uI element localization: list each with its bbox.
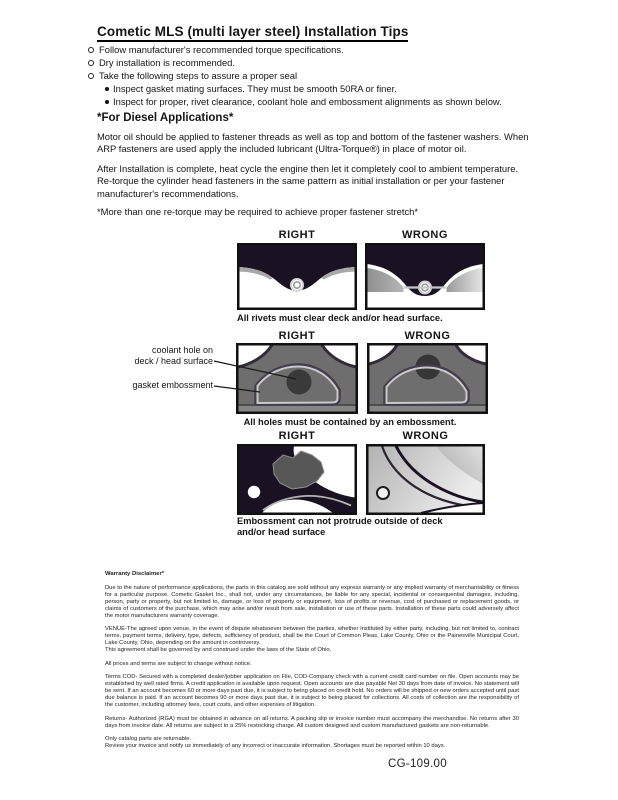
list-item bbox=[105, 82, 540, 95]
gasket-embossment-annotation: gasket embossment bbox=[132, 380, 213, 390]
tip-text: Inspect gasket mating surfaces. They must be smooth 50RA or finer. bbox=[113, 83, 397, 94]
open-bullet-icon bbox=[88, 73, 94, 79]
retorque-note: *More than one re-torque may be required to achieve proper fastener stretch* bbox=[97, 206, 419, 217]
legal-paragraph: VENUE-The agreed upon venue, in the event of dispute whatsoever between the parties, whether instituted by either party, including, but not limited to, contract terms, payment terms, delivery, type, defects, sufficiency of product, shall be the Court of Common Pleas, Lake County, Ohio or the Painesville Municipal Court, Lake County, Ohio, depending on the amount in controversy. bbox=[105, 626, 519, 646]
list-item bbox=[88, 43, 540, 56]
wrong-label: WRONG bbox=[402, 430, 449, 442]
list-item bbox=[105, 95, 540, 108]
row2-caption: All holes must be contained by an embossment. bbox=[243, 417, 457, 427]
diesel-paragraph-1: Motor oil should be applied to fastener threads as well as top and bottom of the fastener washers. When ARP fasteners are used apply the included lubricant (Ultra-Torque®) in place of motor oil. bbox=[97, 131, 529, 155]
tip-text: Take the following steps to assure a proper seal bbox=[99, 70, 298, 81]
diesel-paragraph-2: After Installation is complete, heat cycle the engine then let it completely cool to ambient temperature. Re-torque the cylinder head fasteners in the same pattern as initial installation or per your fastener manufacturer's recommendations. bbox=[97, 163, 519, 199]
list-item bbox=[88, 56, 540, 69]
tip-text: Follow manufacturer's recommended torque specifications. bbox=[99, 44, 344, 55]
page-code: CG-109.00 bbox=[388, 758, 447, 770]
rivet-clearance-wrong-diagram bbox=[365, 243, 485, 310]
legal-paragraph: Only catalog parts are returnable. bbox=[105, 736, 192, 742]
rivet-clearance-right-diagram bbox=[237, 243, 357, 310]
right-label: RIGHT bbox=[278, 430, 316, 442]
filled-bullet-icon bbox=[105, 87, 109, 91]
embossment-protrusion-wrong-diagram bbox=[366, 444, 485, 515]
page-title: Cometic MLS (multi layer steel) Installation Tips bbox=[97, 24, 408, 42]
tip-text: Inspect for proper, rivet clearance, coolant hole and embossment alignments as shown below. bbox=[113, 96, 502, 107]
right-label: RIGHT bbox=[278, 229, 316, 241]
legal-paragraph: Due to the nature of performance applications, the parts in this catalog are sold without any express warranty or any implied warranty of merchantability or fitness for a particular purpose. Cometic Gasket Inc., shall not, under any circumstances, be liable for any special, incidental or consequential damages, including, person, party or property, but not limited to, damage, or loss of property or equipment, loss of profits or revenue, cost of purchased or replacement goods, or claims of customers of the purchase, which may arise and/or result from sale, installation or use of these parts. Installation of these parts could adversely affect the motor manufacturers warranty coverage. bbox=[105, 584, 519, 619]
open-bullet-icon bbox=[88, 47, 94, 53]
tip-text: Dry installation is recommended. bbox=[99, 57, 235, 68]
legal-section bbox=[105, 571, 519, 757]
wrong-label: WRONG bbox=[404, 330, 451, 342]
diesel-heading: *For Diesel Applications* bbox=[97, 112, 234, 124]
filled-bullet-icon bbox=[105, 100, 109, 104]
legal-paragraph: Review your invoice and notify us immediately of any incorrect or inaccurate information. Shortages must be reported within 10 days. bbox=[105, 743, 446, 749]
row3-caption: Embossment can not protrude outside of deck and/or head surface bbox=[237, 516, 443, 537]
embossment-containment-wrong-diagram bbox=[367, 343, 488, 414]
installation-tips-list bbox=[88, 43, 540, 108]
legal-paragraph: All prices and terms are subject to change without notice. bbox=[105, 660, 252, 667]
legal-paragraph: This agreement shall be governed by and construed under the laws of the State of Ohio. bbox=[105, 647, 332, 653]
wrong-label: WRONG bbox=[402, 229, 448, 241]
legal-paragraph: Returns- Authorized (RGA) must be obtained in advance on all returns. A packing slip or invoice number must accompany the merchandise. No returns after 30 days from invoice date. All returns are subject to a 25% restocking charge. All custom designed and custom manufactured gaskets are non-returnable. bbox=[105, 715, 519, 729]
legal-heading: Warranty Disclaimer* bbox=[105, 571, 165, 577]
list-item bbox=[88, 69, 540, 82]
open-bullet-icon bbox=[88, 60, 94, 66]
embossment-containment-right-diagram bbox=[236, 343, 358, 414]
row1-caption: All rivets must clear deck and/or head surface. bbox=[237, 313, 443, 323]
coolant-hole-annotation: coolant hole on deck / head surface bbox=[134, 345, 213, 366]
right-label: RIGHT bbox=[278, 330, 316, 342]
legal-paragraph: Terms COD- Secured with a completed dealer/jobber application on File, COD-Company check with a current credit card number on file. Open accounts may be established by well rated firms. A credit application is available upon request. Open accounts are due payable Net 30 days from date of invoice. No statement will be sent. If an account becomes 60 or more days past due, it is subject to being placed on credit hold. No orders will be shipped or new orders accepted until past due balance is paid. If an account becomes 90 or more days past due, it is subject to being placed for collections. All costs of collection are the responsibility of the customer, including attorney fees, court costs, and other expenses of litigation. bbox=[105, 674, 519, 708]
embossment-protrusion-right-diagram bbox=[237, 444, 357, 515]
